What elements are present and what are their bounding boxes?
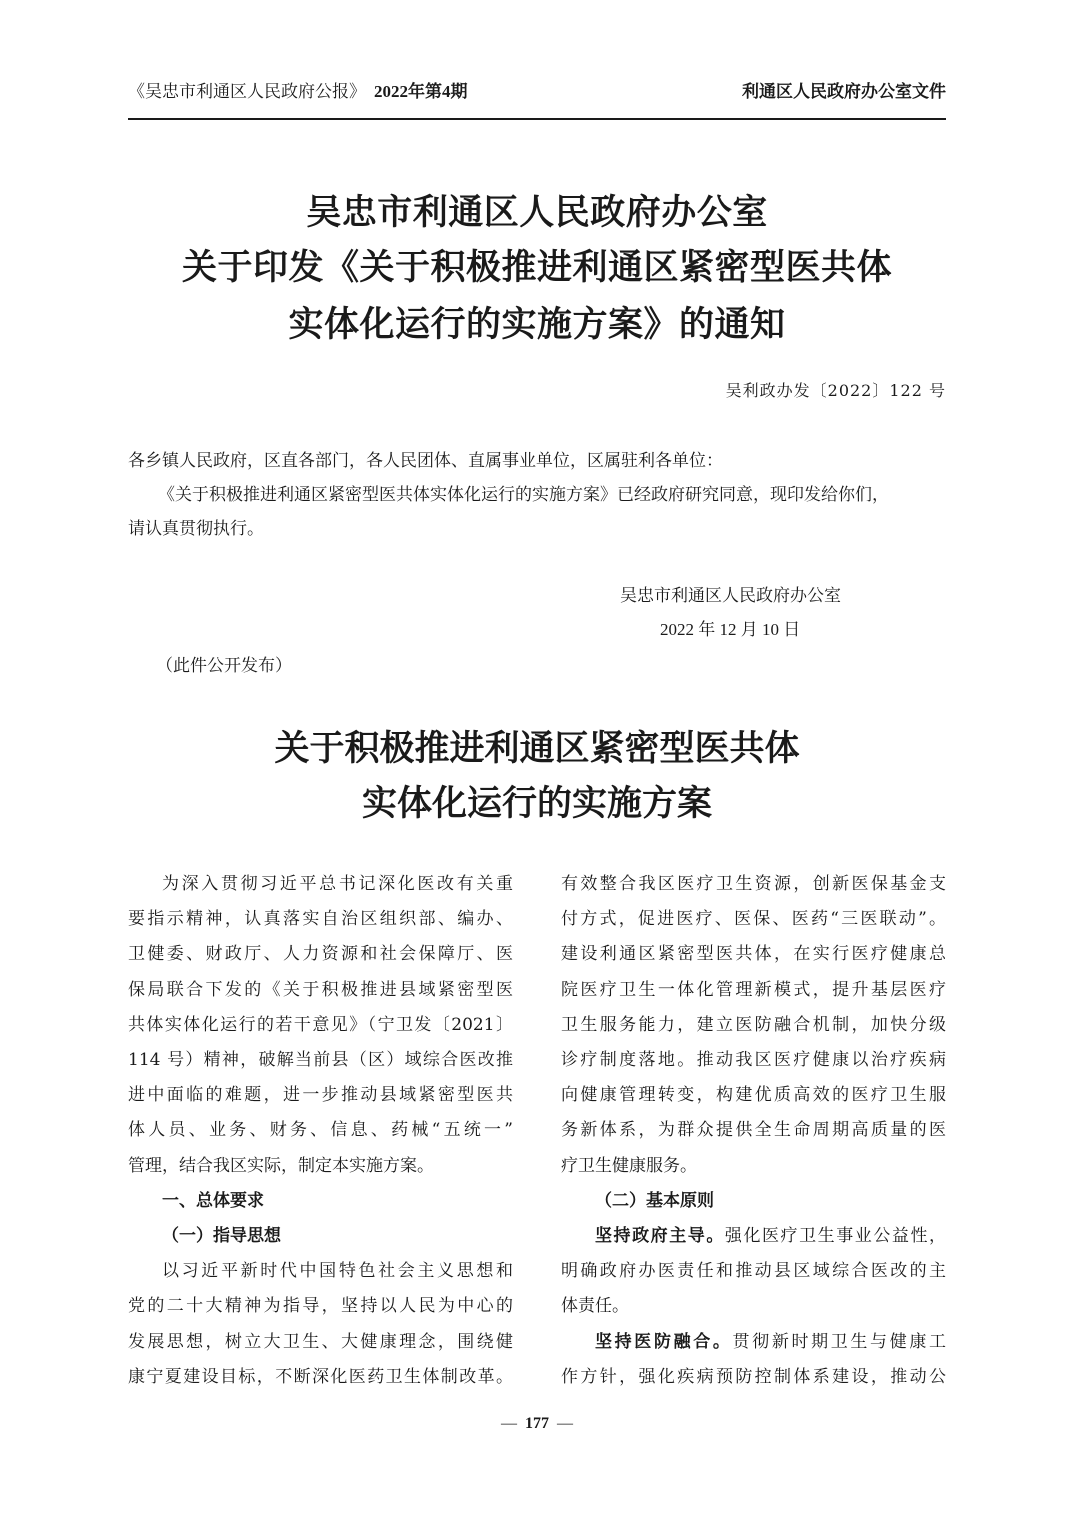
footer-dash-left: —: [501, 1415, 517, 1432]
plan-title-line-2: 实体化运行的实施方案: [361, 783, 712, 824]
continuation-paragraph: [561, 867, 946, 1184]
paragraph-line: 向健康管理转变，构建优质高效的医疗卫生服: [561, 1085, 946, 1106]
addressee: 各乡镇人民政府，区直各部门，各人民团体、直属事业单位，区属驻利各单位：: [128, 451, 723, 471]
paragraph-line: 以习近平新时代中国特色社会主义思想和: [162, 1261, 513, 1282]
paragraph-line: 建设利通区紧密型医共体，在实行医疗健康总: [561, 944, 946, 965]
subsection-heading-guiding: （一）指导思想: [162, 1226, 281, 1247]
paragraph-line: 卫健委、财政厅、人力资源和社会保障厅、医: [128, 944, 513, 965]
paragraph-line: 管理，结合我区实际，制定本实施方案。: [128, 1155, 434, 1176]
journal-name: 《吴忠市利通区人民政府公报》: [128, 82, 366, 102]
principle-medical-prevention: [561, 1325, 946, 1395]
paragraph-line: 诊疗制度落地。推动我区医疗健康以治疗疾病: [561, 1050, 946, 1071]
publish-note: （此件公开发布）: [156, 656, 292, 676]
right-column: [561, 867, 946, 1395]
principle-lead: 坚持政府主导。: [595, 1226, 725, 1247]
paragraph-line: 疗卫生健康服务。: [561, 1155, 697, 1176]
paragraph-line: 党的二十大精神为指导，坚持以人民为中心的: [128, 1296, 513, 1317]
notice-title-line-3: 实体化运行的实施方案》的通知: [288, 304, 786, 345]
section-heading-general: 一、总体要求: [162, 1190, 264, 1211]
paragraph-line: 共体实体化运行的若干意见》（宁卫发〔2021〕: [128, 1014, 513, 1035]
notice-body-line-2: 请认真贯彻执行。: [128, 519, 264, 539]
paragraph-line: 明确政府办医责任和推动县区域综合医改的主: [561, 1261, 946, 1282]
header-divider: [128, 118, 946, 120]
notice-body-line-1: 《关于积极推进利通区紧密型医共体实体化运行的实施方案》已经政府研究同意，现印发给你们，: [158, 485, 889, 505]
paragraph-line: 康宁夏建设目标，不断深化医药卫生体制改革。: [128, 1366, 513, 1387]
paragraph-line: 体责任。: [561, 1296, 629, 1317]
intro-paragraph: [128, 867, 513, 1184]
paragraph-line: 保局联合下发的《关于积极推进县域紧密型医: [128, 979, 513, 1000]
document-number: 吴利政办发〔2022〕122 号: [725, 381, 946, 400]
left-column: [128, 867, 513, 1395]
principle-lead: 坚持医防融合。: [595, 1331, 733, 1352]
notice-title-line-1: 吴忠市利通区人民政府办公室: [306, 192, 768, 233]
paragraph-line: 有效整合我区医疗卫生资源，创新医保基金支: [561, 874, 946, 894]
paragraph-line: 为深入贯彻习近平总书记深化医改有关重: [162, 874, 513, 894]
principle-government-led: [561, 1219, 946, 1325]
paragraph-line: 体人员、业务、财务、信息、药械“五统一”: [128, 1120, 513, 1141]
running-header-left: [128, 80, 468, 104]
paragraph-line: 付方式，促进医疗、医保、医药“三医联动”。: [561, 909, 946, 930]
footer-dash-right: —: [557, 1415, 573, 1432]
paragraph-line: 进中面临的难题，进一步推动县域紧密型医共: [128, 1085, 513, 1106]
page-number: 177: [525, 1415, 549, 1432]
paragraph-line: 务新体系，为群众提供全生命周期高质量的医: [561, 1120, 946, 1141]
paragraph-line: 114 号）精神，破解当前县（区）域综合医改推: [128, 1050, 513, 1071]
paragraph-line: 坚持医防融合。贯彻新时期卫生与健康工: [595, 1331, 947, 1352]
guiding-paragraph: [128, 1254, 513, 1395]
paragraph-line: 要指示精神，认真落实自治区组织部、编办、: [128, 909, 513, 930]
paragraph-line: 卫生服务能力，建立医防融合机制，加快分级: [561, 1014, 946, 1035]
issue-number: 2022年第4期: [374, 82, 468, 101]
running-header-right: 利通区人民政府办公室文件: [742, 82, 946, 102]
subsection-heading-principles: （二）基本原则: [595, 1190, 714, 1211]
notice-title-line-2: 关于印发《关于积极推进利通区紧密型医共体: [181, 247, 892, 288]
page-footer: [0, 1415, 1074, 1433]
issuer-signature: 吴忠市利通区人民政府办公室: [620, 586, 841, 606]
paragraph-line: 发展思想，树立大卫生、大健康理念，围绕健: [128, 1331, 513, 1352]
paragraph-line: 院医疗卫生一体化管理新模式，提升基层医疗: [561, 979, 946, 1000]
issue-date: 2022 年 12 月 10 日: [660, 620, 801, 639]
plan-title-line-1: 关于积极推进利通区紧密型医共体: [274, 728, 800, 769]
paragraph-line: 坚持政府主导。强化医疗卫生事业公益性，: [595, 1226, 947, 1247]
paragraph-line: 作方针，强化疾病预防控制体系建设，推动公: [561, 1366, 946, 1387]
